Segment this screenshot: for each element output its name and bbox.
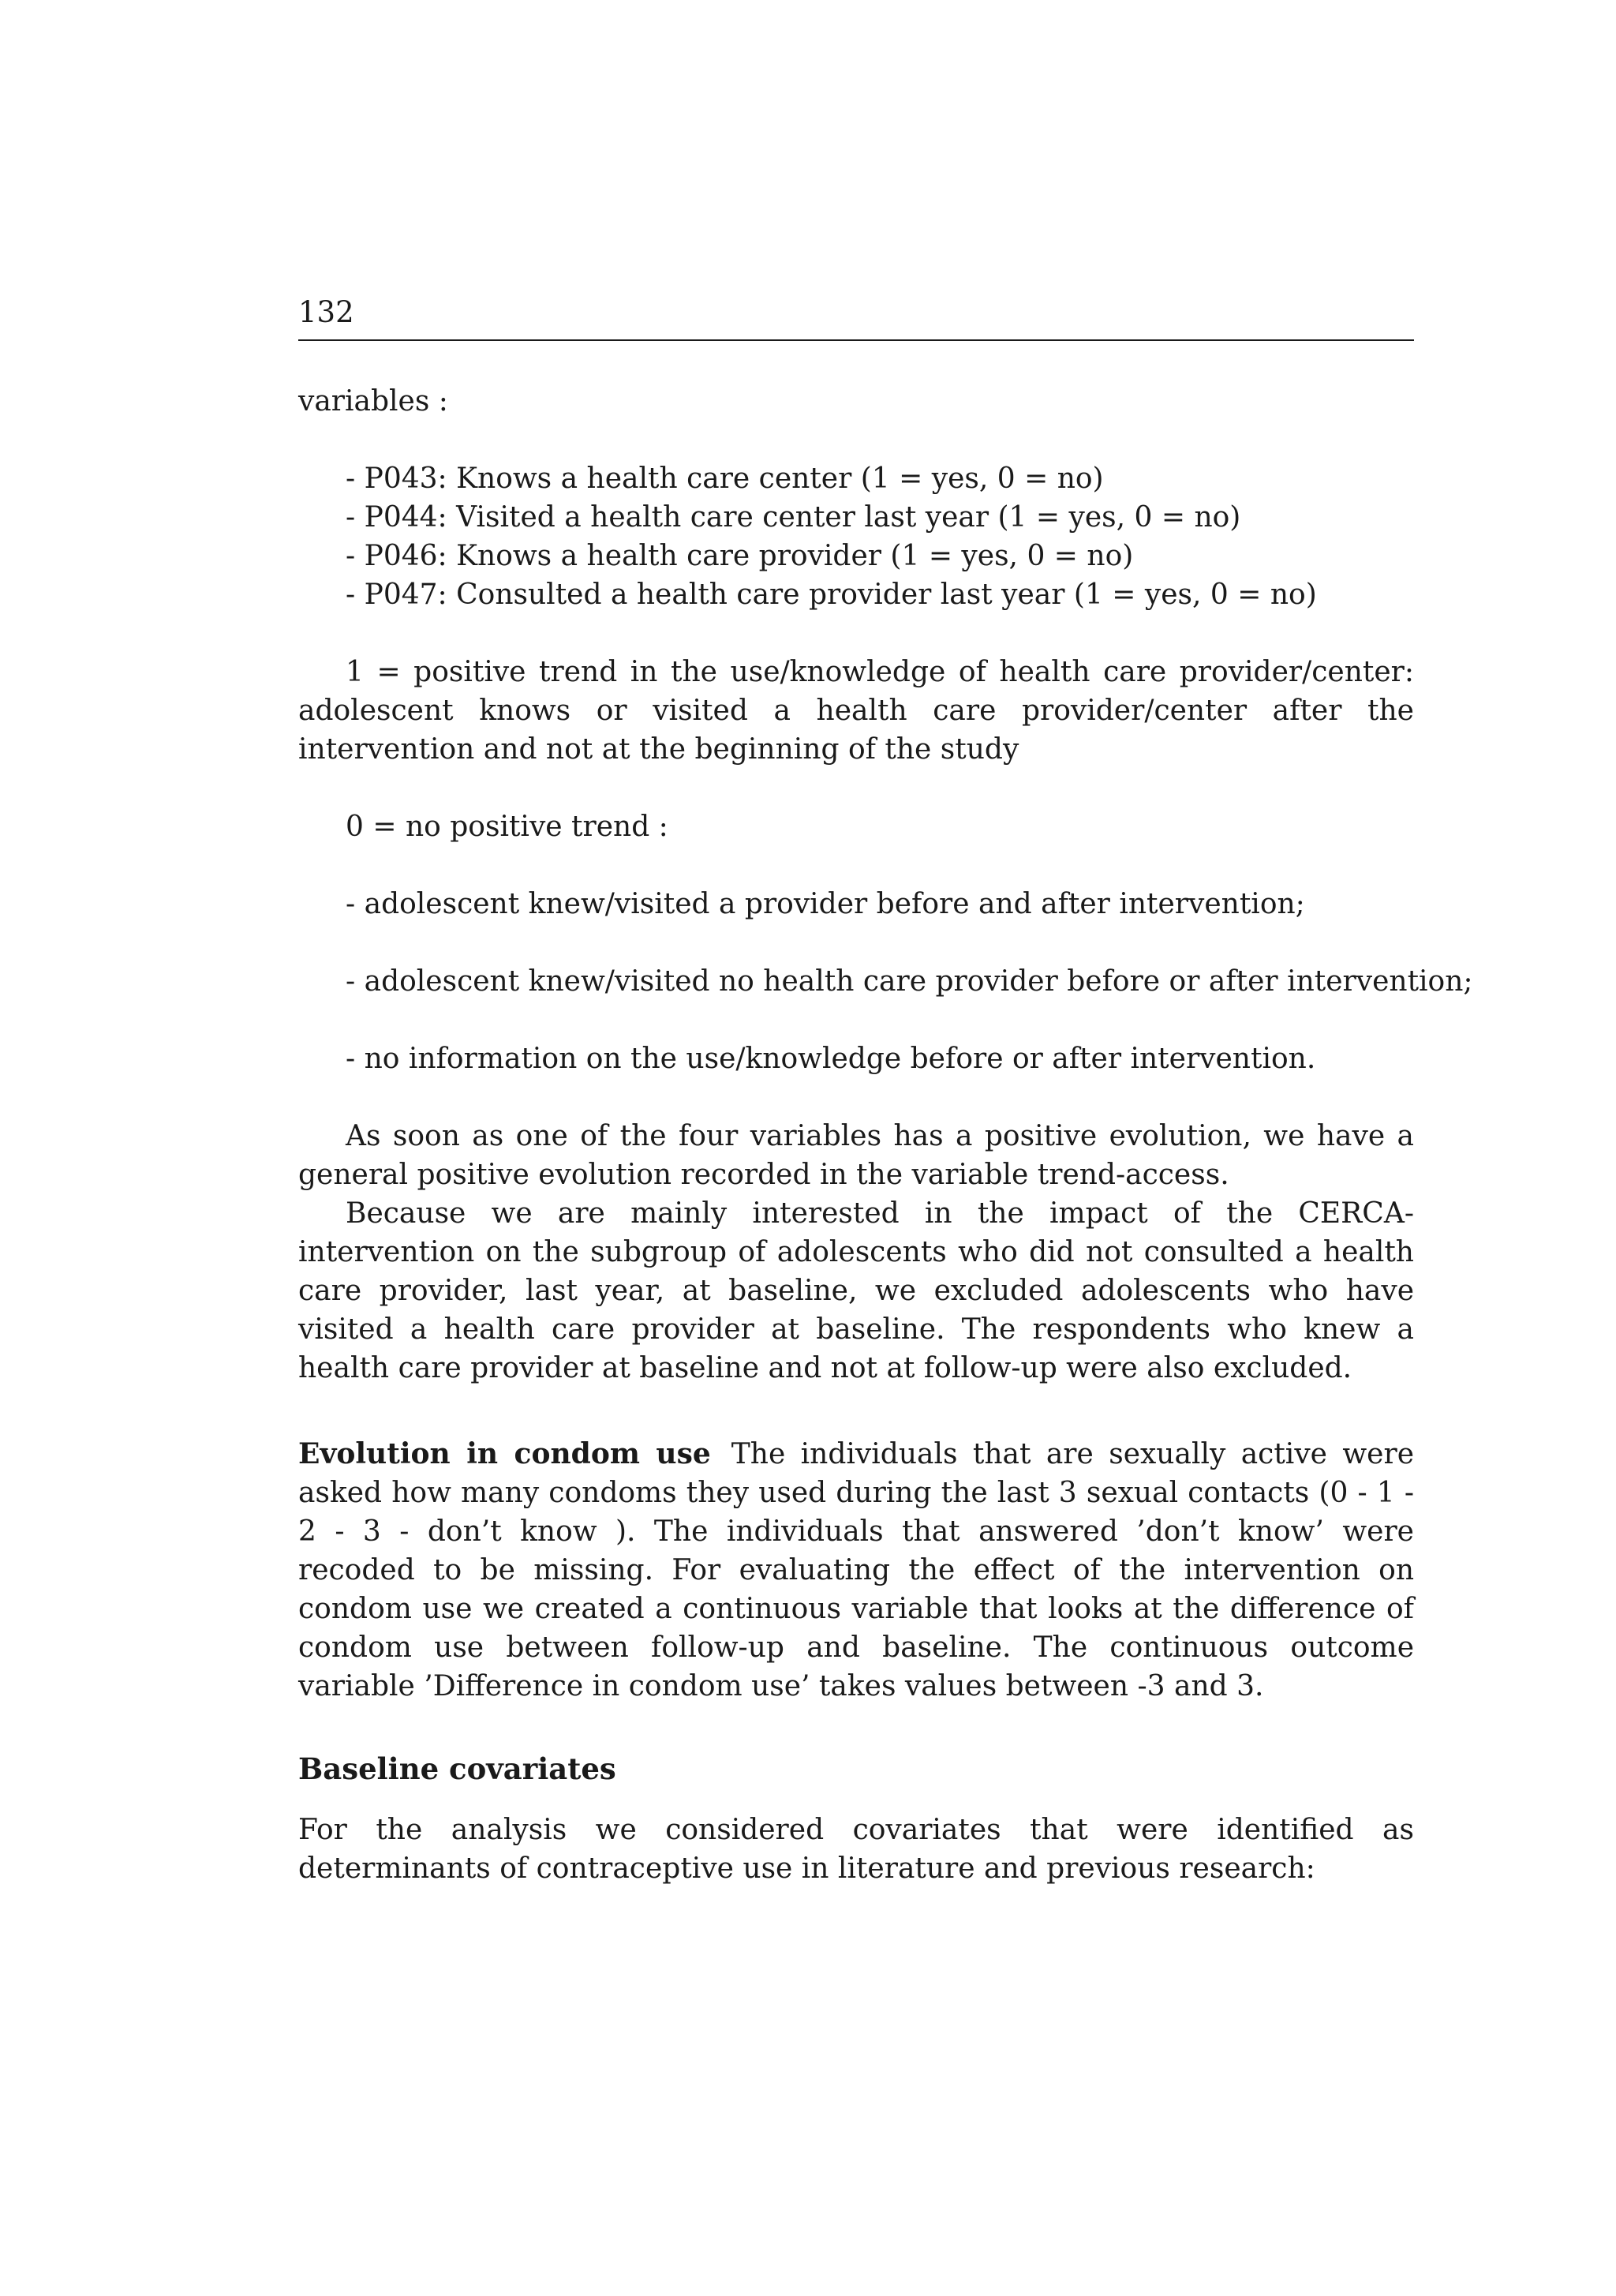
- no-trend-item: - adolescent knew/visited no health care provider before or after intervention;: [346, 965, 1473, 998]
- page: [298, 295, 1473, 1888]
- no-trend-item: - no information on the use/knowledge before or after intervention.: [346, 1043, 1316, 1075]
- baseline-covariates-text: For the analysis we considered covariates that were identified as determinants of contraceptive use in literature and previous research:: [298, 1814, 1414, 1885]
- no-trend-heading: 0 = no positive trend :: [346, 811, 668, 843]
- no-trend-item: - adolescent knew/visited a provider before and after intervention;: [346, 888, 1305, 920]
- body-paragraph: As soon as one of the four variables has a positive evolution, we have a general positive evolution recorded in the variable trend-access.: [298, 1120, 1414, 1191]
- variable-item: - P047: Consulted a health care provider last year (1 = yes, 0 = no): [346, 579, 1317, 611]
- positive-trend-definition: 1 = positive trend in the use/knowledge of health care provider/center: adolescent knows or visited a health care provider/center after the intervention and not at the beginning of the study: [298, 656, 1414, 766]
- page-content: [298, 382, 1473, 1888]
- condom-use-text: The individuals that are sexually active were asked how many condoms they used during the last 3 sexual contacts (0 - 1 - 2 - 3 - don’t know ). The individuals that answered ’don’t know’ were recoded to be missing. For evaluating the effect of the intervention on condom use we created a continuous variable that looks at the difference of condom use between follow-up and baseline. The continuous outcome variable ’Difference in condom use’ takes values between -3 and 3.: [298, 1438, 1414, 1702]
- condom-use-heading: Evolution in condom use: [298, 1437, 711, 1470]
- variable-item: - P044: Visited a health care center last year (1 = yes, 0 = no): [346, 501, 1241, 534]
- variable-item: - P043: Knows a health care center (1 = yes, 0 = no): [346, 463, 1104, 495]
- baseline-covariates-heading: Baseline covariates: [298, 1751, 616, 1786]
- variable-list: [298, 459, 1414, 614]
- body-paragraph: Because we are mainly interested in the impact of the CERCA-intervention on the subgroup of adolescents who did not consulted a health care provider, last year, at baseline, we excluded adolescents who have visited a health care provider at baseline. The respondents who knew a health care provider at baseline and not at follow-up were also excluded.: [298, 1197, 1414, 1384]
- condom-use-paragraph: [298, 1435, 1414, 1706]
- page-number: 132: [298, 297, 1414, 341]
- variable-item: - P046: Knows a health care provider (1 = yes, 0 = no): [346, 540, 1134, 572]
- intro-text: variables :: [298, 385, 448, 418]
